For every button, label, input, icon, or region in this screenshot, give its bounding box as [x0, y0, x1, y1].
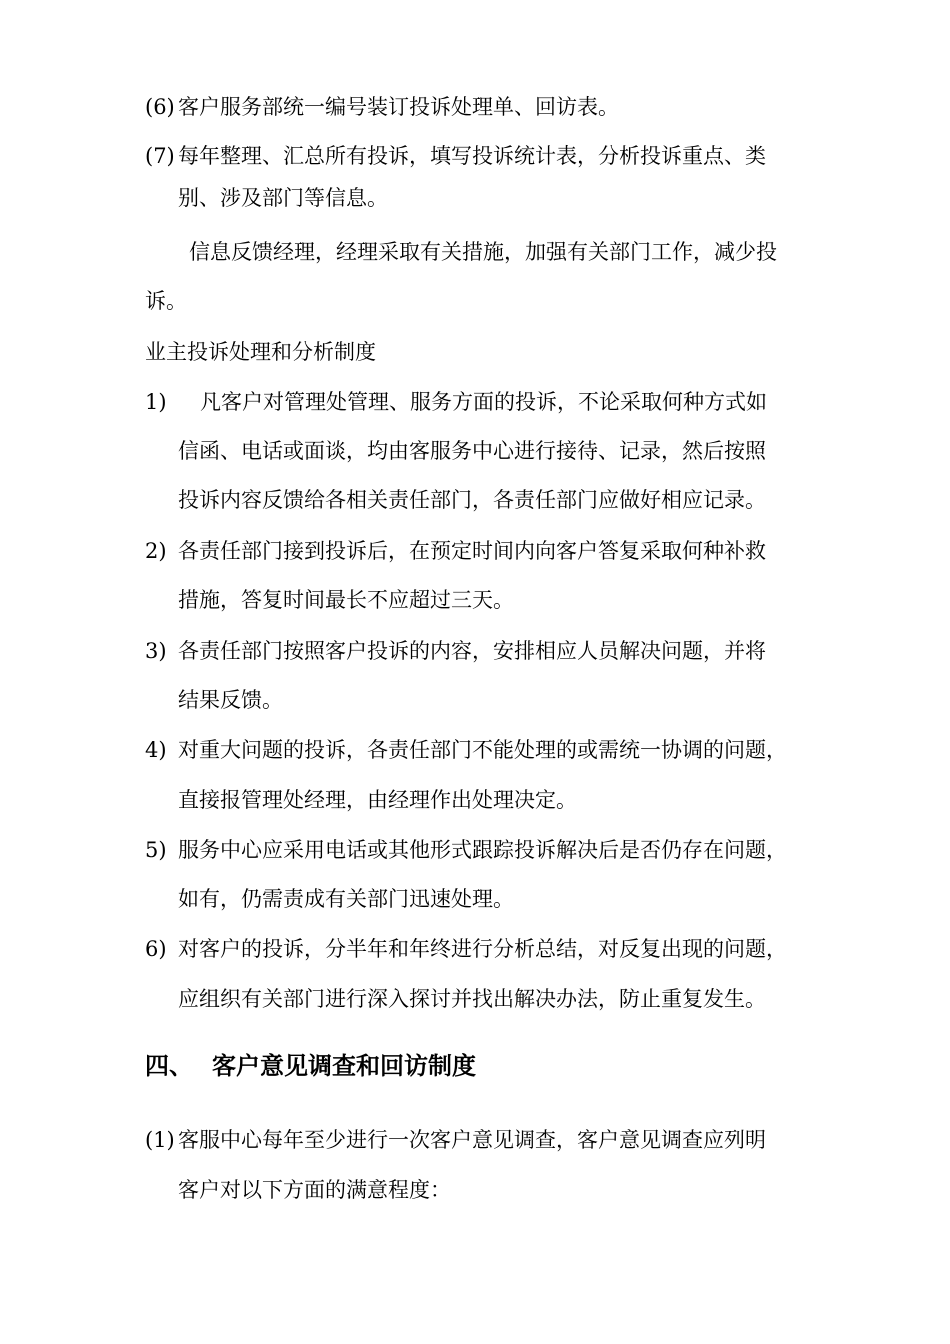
numbered-item-marker: 4)	[145, 738, 167, 762]
numbered-item-line: 如有，仍需责成有关部门迅速处理。	[178, 887, 514, 911]
numbered-item-line: 信函、电话或面谈，均由客服务中心进行接待、记录，然后按照	[178, 439, 766, 463]
chapter-heading-title: 客户意见调查和回访制度	[212, 1052, 476, 1080]
numbered-item-marker: 5)	[145, 838, 167, 862]
numbered-item-line: 对客户的投诉，分半年和年终进行分析总结，对反复出现的问题，	[178, 937, 787, 961]
numbered-item-marker: 1)	[145, 390, 167, 414]
chapter-heading-number: 四、	[145, 1052, 193, 1080]
numbered-item-marker: 3)	[145, 639, 167, 663]
numbered-item-line: 对重大问题的投诉，各责任部门不能处理的或需统一协调的问题，	[178, 738, 787, 762]
item-marker: (6)	[145, 95, 175, 119]
item-marker: (7)	[145, 144, 175, 168]
numbered-item-line: 服务中心应采用电话或其他形式跟踪投诉解决后是否仍存在问题，	[178, 838, 787, 862]
numbered-item-marker: 6)	[145, 937, 167, 961]
item-text-line: 每年整理、汇总所有投诉，填写投诉统计表，分析投诉重点、类	[178, 144, 766, 168]
item-text-line: 客户对以下方面的满意程度：	[178, 1178, 451, 1202]
item-text-line: 客服中心每年至少进行一次客户意见调查，客户意见调查应列明	[178, 1128, 766, 1152]
numbered-item-line: 投诉内容反馈给各相关责任部门，各责任部门应做好相应记录。	[178, 488, 766, 512]
paragraph-line: 诉。	[145, 289, 187, 313]
numbered-item-line: 各责任部门按照客户投诉的内容，安排相应人员解决问题，并将	[178, 639, 766, 663]
numbered-item-line: 直接报管理处经理，由经理作出处理决定。	[178, 788, 577, 812]
paragraph-line: 信息反馈经理，经理采取有关措施，加强有关部门工作，减少投	[189, 240, 777, 264]
numbered-item-line: 凡客户对管理处管理、服务方面的投诉，不论采取何种方式如	[200, 390, 767, 414]
item-text-line: 别、涉及部门等信息。	[178, 186, 388, 210]
item-marker: (1)	[145, 1128, 175, 1152]
numbered-item-line: 应组织有关部门进行深入探讨并找出解决办法，防止重复发生。	[178, 987, 766, 1011]
numbered-item-line: 结果反馈。	[178, 688, 283, 712]
numbered-item-line: 措施，答复时间最长不应超过三天。	[178, 588, 514, 612]
numbered-item-marker: 2)	[145, 539, 167, 563]
section-title: 业主投诉处理和分析制度	[145, 340, 376, 364]
numbered-item-line: 各责任部门接到投诉后，在预定时间内向客户答复采取何种补救	[178, 539, 766, 563]
item-text-line: 客户服务部统一编号装订投诉处理单、回访表。	[178, 95, 619, 119]
